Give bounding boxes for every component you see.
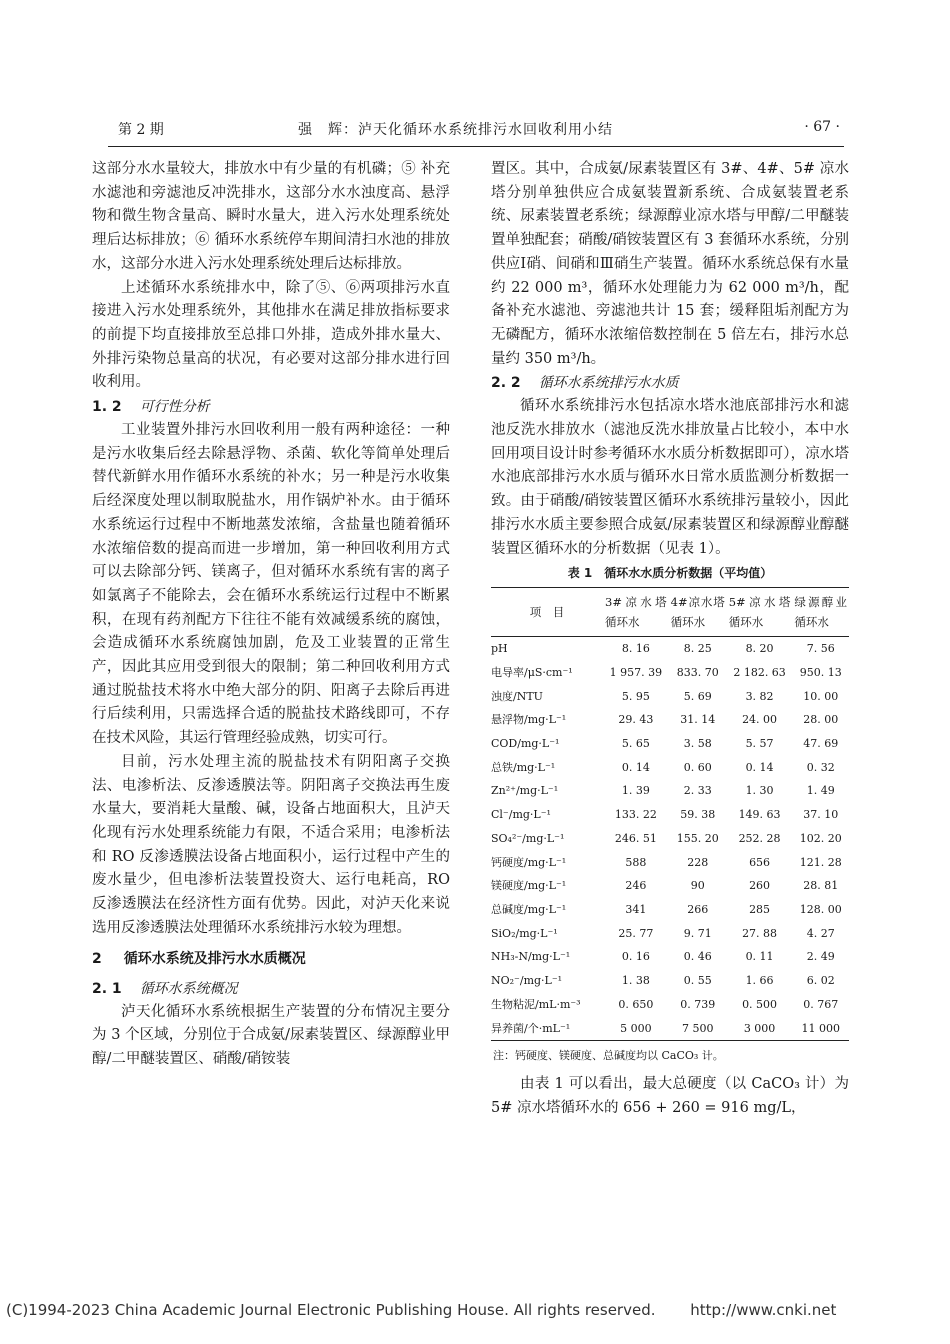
- table-cell: 266: [687, 902, 709, 916]
- table-row: [491, 637, 849, 661]
- section-title: 循环水系统概况: [139, 980, 238, 997]
- table-cell: 1. 38: [621, 974, 650, 988]
- row-label: 异养菌/个·mL⁻¹: [491, 1021, 571, 1035]
- row-label: Zn²⁺/mg·L⁻¹: [491, 784, 559, 798]
- left-column: [92, 158, 450, 1072]
- table-cell: 90: [690, 879, 705, 893]
- table-cell: 0. 16: [621, 950, 650, 964]
- section-heading-2-1: [92, 977, 450, 1001]
- section-heading-2-2: [491, 371, 849, 395]
- column-header: 3#凉水塔循环水: [605, 595, 667, 630]
- issue-label: 第 2 期: [118, 122, 164, 138]
- table-cell: 5. 65: [621, 737, 650, 751]
- table-cell: 656: [749, 855, 771, 869]
- paragraph: 泸天化循环水系统根据生产装置的分布情况主要分为 3 个区域，分别位于合成氨/尿素装置区、绿源醇业甲醇/二甲醚装置区、硝酸/硝铵装: [92, 1003, 450, 1067]
- table-cell: 6. 02: [806, 974, 835, 988]
- table-row: [491, 779, 849, 803]
- table-cell: 1. 30: [745, 784, 774, 798]
- table-cell: 9. 71: [683, 926, 712, 940]
- table-cell: 252. 28: [738, 831, 781, 845]
- table-row: [491, 803, 849, 827]
- table-cell: 2. 33: [683, 784, 712, 798]
- table-body: [491, 637, 849, 1041]
- table-cell: 7. 56: [806, 642, 835, 656]
- table-cell: 833. 70: [676, 665, 719, 679]
- table-row: [491, 685, 849, 709]
- table-cell: 5. 95: [621, 689, 650, 703]
- table-cell: 37. 10: [803, 808, 839, 822]
- section-number: 2. 2: [491, 375, 521, 392]
- section-number: 2. 1: [92, 980, 122, 997]
- table-cell: 59. 38: [680, 808, 716, 822]
- table-cell: 133. 22: [614, 808, 657, 822]
- table-cell: 47. 69: [803, 737, 839, 751]
- table-header-row: [491, 588, 849, 637]
- table-row: [491, 922, 849, 946]
- paragraph: 工业装置外排污水回收利用一般有两种途径：一种是污水收集后经去除悬浮物、杀菌、软化等简单处理后替代新鲜水用作循环水系统的补水；另一种是污水收集后经深度处理以制取脱盐水，用作锅炉补水。由于循环水系统运行过程中不断地蒸发浓缩，含盐量也随着循环水浓缩倍数的提高而进一步增加，第一种回收利用方式可以去除部分钙、镁离子，但对循环水系统有害的离子如氯离子不能除去，会在循环水系统运行过程中不断累积，在现有药剂配方下往往不能有效减缓系统的腐蚀，会造成循环水系统腐蚀加剧，危及工业装置的正常生产，因此其应用受到很大的限制；第二种回收利用方式通过脱盐技术将水中绝大部分的阴、阳离子去除后再进行后续利用，只需选择合适的脱盐技术路线即可，不存在技术风险，其运行管理经验成熟，切实可行。: [92, 422, 450, 747]
- table-cell: 28. 81: [803, 879, 839, 893]
- table-cell: 8. 20: [745, 642, 774, 656]
- table-cell: 1. 49: [806, 784, 835, 798]
- copyright-footer: (C)1994-2023 China Academic Journal Electronic Publishing House. All rights reserved. http://www.cnki.net: [6, 1301, 837, 1319]
- table-cell: 1 957. 39: [609, 665, 663, 679]
- paragraph: 目前，污水处理主流的脱盐技术有阴阳离子交换法、电渗析法、反渗透膜法等。阴阳离子交换法再生废水量大，要消耗大量酸、碱，设备占地面积大，且泸天化现有污水处理系统能力有限，不适合采用；电渗析法和 RO 反渗透膜法设备占地面积小，运行过程中产生的废水量少，但电渗析法装置投资大、运行电耗高，RO 反渗透膜法在经济性方面有优势。因此，对泸天化来说选用反渗透膜法处理循环水系统排污水较为理想。: [92, 753, 450, 936]
- table-cell: 25. 77: [618, 926, 654, 940]
- section-title: 可行性分析: [139, 399, 210, 416]
- table-cell: 0. 650: [618, 997, 654, 1011]
- row-label: 钙硬度/mg·L⁻¹: [491, 855, 567, 869]
- paragraph: 这部分水水量较大，排放水中有少量的有机磷；⑤ 补充水滤池和旁滤池反冲洗排水，这部分水水浊度高、悬浮物和微生物含量高、瞬时水量大，进入污水处理系统处理后达标排放；⑥ 循环水系统停车期间清扫水池的排放水，这部分水进入污水处理系统处理后达标排放。: [92, 161, 450, 272]
- table-row: [491, 708, 849, 732]
- table-cell: 128. 00: [799, 902, 842, 916]
- table-row: [491, 969, 849, 993]
- table-row: [491, 851, 849, 875]
- table-cell: 4. 27: [806, 926, 835, 940]
- table-cell: 7 500: [681, 1021, 714, 1035]
- section-number: 1. 2: [92, 399, 122, 416]
- column-header: 项 目: [529, 605, 565, 620]
- row-label: 总碱度/mg·L⁻¹: [491, 902, 567, 916]
- table-cell: 24. 00: [742, 713, 778, 727]
- table-row: [491, 1017, 849, 1041]
- table-cell: 3. 58: [683, 737, 712, 751]
- section-heading-2: [92, 947, 450, 971]
- water-quality-table: [491, 587, 849, 1041]
- table-cell: 155. 20: [676, 831, 719, 845]
- table-cell: 228: [687, 855, 709, 869]
- table-cell: 0. 500: [742, 997, 778, 1011]
- table-cell: 0. 11: [745, 950, 774, 964]
- right-column: [491, 158, 849, 1121]
- table-row: [491, 993, 849, 1017]
- row-label: NO₂⁻/mg·L⁻¹: [491, 974, 563, 988]
- page-number: · 67 ·: [804, 119, 840, 135]
- table-cell: 5 000: [620, 1021, 652, 1035]
- table-cell: 5. 57: [745, 737, 774, 751]
- table-cell: 5. 69: [683, 689, 712, 703]
- table-cell: 27. 88: [742, 926, 778, 940]
- table-cell: 0. 46: [683, 950, 712, 964]
- paragraph: 由表 1 可以看出，最大总硬度（以 CaCO₃ 计）为 5# 凉水塔循环水的 656 + 260 = 916 mg/L，: [491, 1076, 849, 1116]
- row-label: pH: [491, 642, 508, 656]
- row-label: Cl⁻/mg·L⁻¹: [491, 808, 551, 822]
- row-label: 镁硬度/mg·L⁻¹: [491, 879, 567, 893]
- table-cell: 11 000: [801, 1021, 840, 1035]
- table-row: [491, 756, 849, 780]
- table-row: [491, 827, 849, 851]
- section-title: 循环水系统及排污水水质概况: [123, 950, 306, 967]
- section-number: 2: [92, 950, 102, 967]
- row-label: 生物粘泥/mL·m⁻³: [491, 997, 581, 1011]
- table-cell: 10. 00: [803, 689, 839, 703]
- table-cell: 0. 14: [621, 760, 650, 774]
- table-caption: 表 1 循环水水质分析数据（平均值）: [567, 566, 773, 581]
- table-cell: 29. 43: [618, 713, 654, 727]
- table-row: [491, 732, 849, 756]
- table-cell: 121. 28: [799, 855, 842, 869]
- row-label: 浊度/NTU: [491, 689, 543, 703]
- paragraph: 循环水系统排污水包括凉水塔水池底部排污水和滤池反洗水排放水（滤池反洗水排放量占比较小，本中水回用项目设计时参考循环水水质分析数据即可），凉水塔水池底部排污水水质与循环水日常水质监测分析数据一致。由于硝酸/硝铵装置区循环水系统排污量较小，因此排污水水质主要参照合成氨/尿素装置区和绿源醇业醇醚装置区循环水的分析数据（见表 1）。: [491, 398, 849, 557]
- row-label: 电导率/μS·cm⁻¹: [491, 665, 573, 679]
- table-cell: 28. 00: [803, 713, 839, 727]
- row-label: COD/mg·L⁻¹: [491, 737, 560, 751]
- row-label: SiO₂/mg·L⁻¹: [491, 926, 558, 940]
- paragraph: 上述循环水系统排水中，除了⑤、⑥两项排污水直接进入污水处理系统外，其他排水在满足排放指标要求的前提下均直接排放至总排口外排，造成外排水量大、外排污染物总量高的状况，有必要对这部分排水进行回收利用。: [92, 279, 450, 391]
- table-cell: 950. 13: [799, 665, 842, 679]
- table-cell: 0. 55: [683, 974, 712, 988]
- table-cell: 0. 14: [745, 760, 774, 774]
- section-title: 循环水系统排污水水质: [538, 375, 679, 392]
- table-cell: 246. 51: [614, 831, 657, 845]
- table-cell: 341: [625, 902, 647, 916]
- table-row: [491, 874, 849, 898]
- column-header: 5#凉水塔循环水: [728, 595, 791, 630]
- row-label: 总铁/mg·L⁻¹: [491, 760, 556, 774]
- table-cell: 31. 14: [680, 713, 716, 727]
- table-row: [491, 661, 849, 685]
- row-label: SO₄²⁻/mg·L⁻¹: [491, 831, 565, 845]
- table-cell: 246: [625, 879, 647, 893]
- table-cell: 1. 66: [745, 974, 774, 988]
- table-cell: 0. 60: [683, 760, 712, 774]
- table-cell: 8. 25: [683, 642, 712, 656]
- table-cell: 2. 49: [806, 950, 835, 964]
- header-rule: [108, 146, 844, 147]
- section-heading-1-2: [92, 395, 450, 419]
- row-label: NH₃-N/mg·L⁻¹: [491, 950, 571, 964]
- column-header: 绿源醇业循环水: [794, 595, 847, 630]
- table-cell: 2 182. 63: [733, 665, 786, 679]
- table-cell: 588: [625, 855, 647, 869]
- table-cell: 0. 32: [806, 760, 835, 774]
- table-cell: 3. 82: [745, 689, 774, 703]
- row-label: 悬浮物/mg·L⁻¹: [491, 713, 567, 727]
- table-cell: 102. 20: [799, 831, 842, 845]
- running-header: [118, 117, 840, 143]
- column-header: 4#凉水塔循环水: [670, 595, 725, 630]
- table-cell: 8. 16: [621, 642, 650, 656]
- table-cell: 0. 767: [803, 997, 839, 1011]
- table-cell: 3 000: [743, 1021, 776, 1035]
- table-cell: 1. 39: [621, 784, 650, 798]
- table-row: [491, 945, 849, 969]
- table-row: [491, 898, 849, 922]
- table-cell: 149. 63: [738, 808, 781, 822]
- table-cell: 260: [749, 879, 771, 893]
- paragraph: 置区。其中，合成氨/尿素装置区有 3#、4#、5# 凉水塔分别单独供应合成氨装置新系统、合成氨装置老系统、尿素装置老系统；绿源醇业凉水塔与甲醇/二甲醚装置单独配套；硝酸/硝铵装置区有 3 套循环水系统，分别供应Ⅰ硝、间硝和Ⅲ硝生产装置。循环水系统总保有水量约 22 000 m³，循环水处理能力为 62 000 m³/h，配备补充水滤池、旁滤池共计 15 套；缓释阻垢剂配方为无磷配方，循环水浓缩倍数控制在 5 倍左右，排污水总量约 350 m³/h。: [491, 161, 849, 367]
- running-title: 强 辉：泸天化循环水系统排污水回收利用小结: [298, 122, 613, 138]
- table-cell: 285: [749, 902, 771, 916]
- table-note: 注：钙硬度、镁硬度、总碱度均以 CaCO₃ 计。: [493, 1049, 724, 1063]
- table-cell: 0. 739: [680, 997, 716, 1011]
